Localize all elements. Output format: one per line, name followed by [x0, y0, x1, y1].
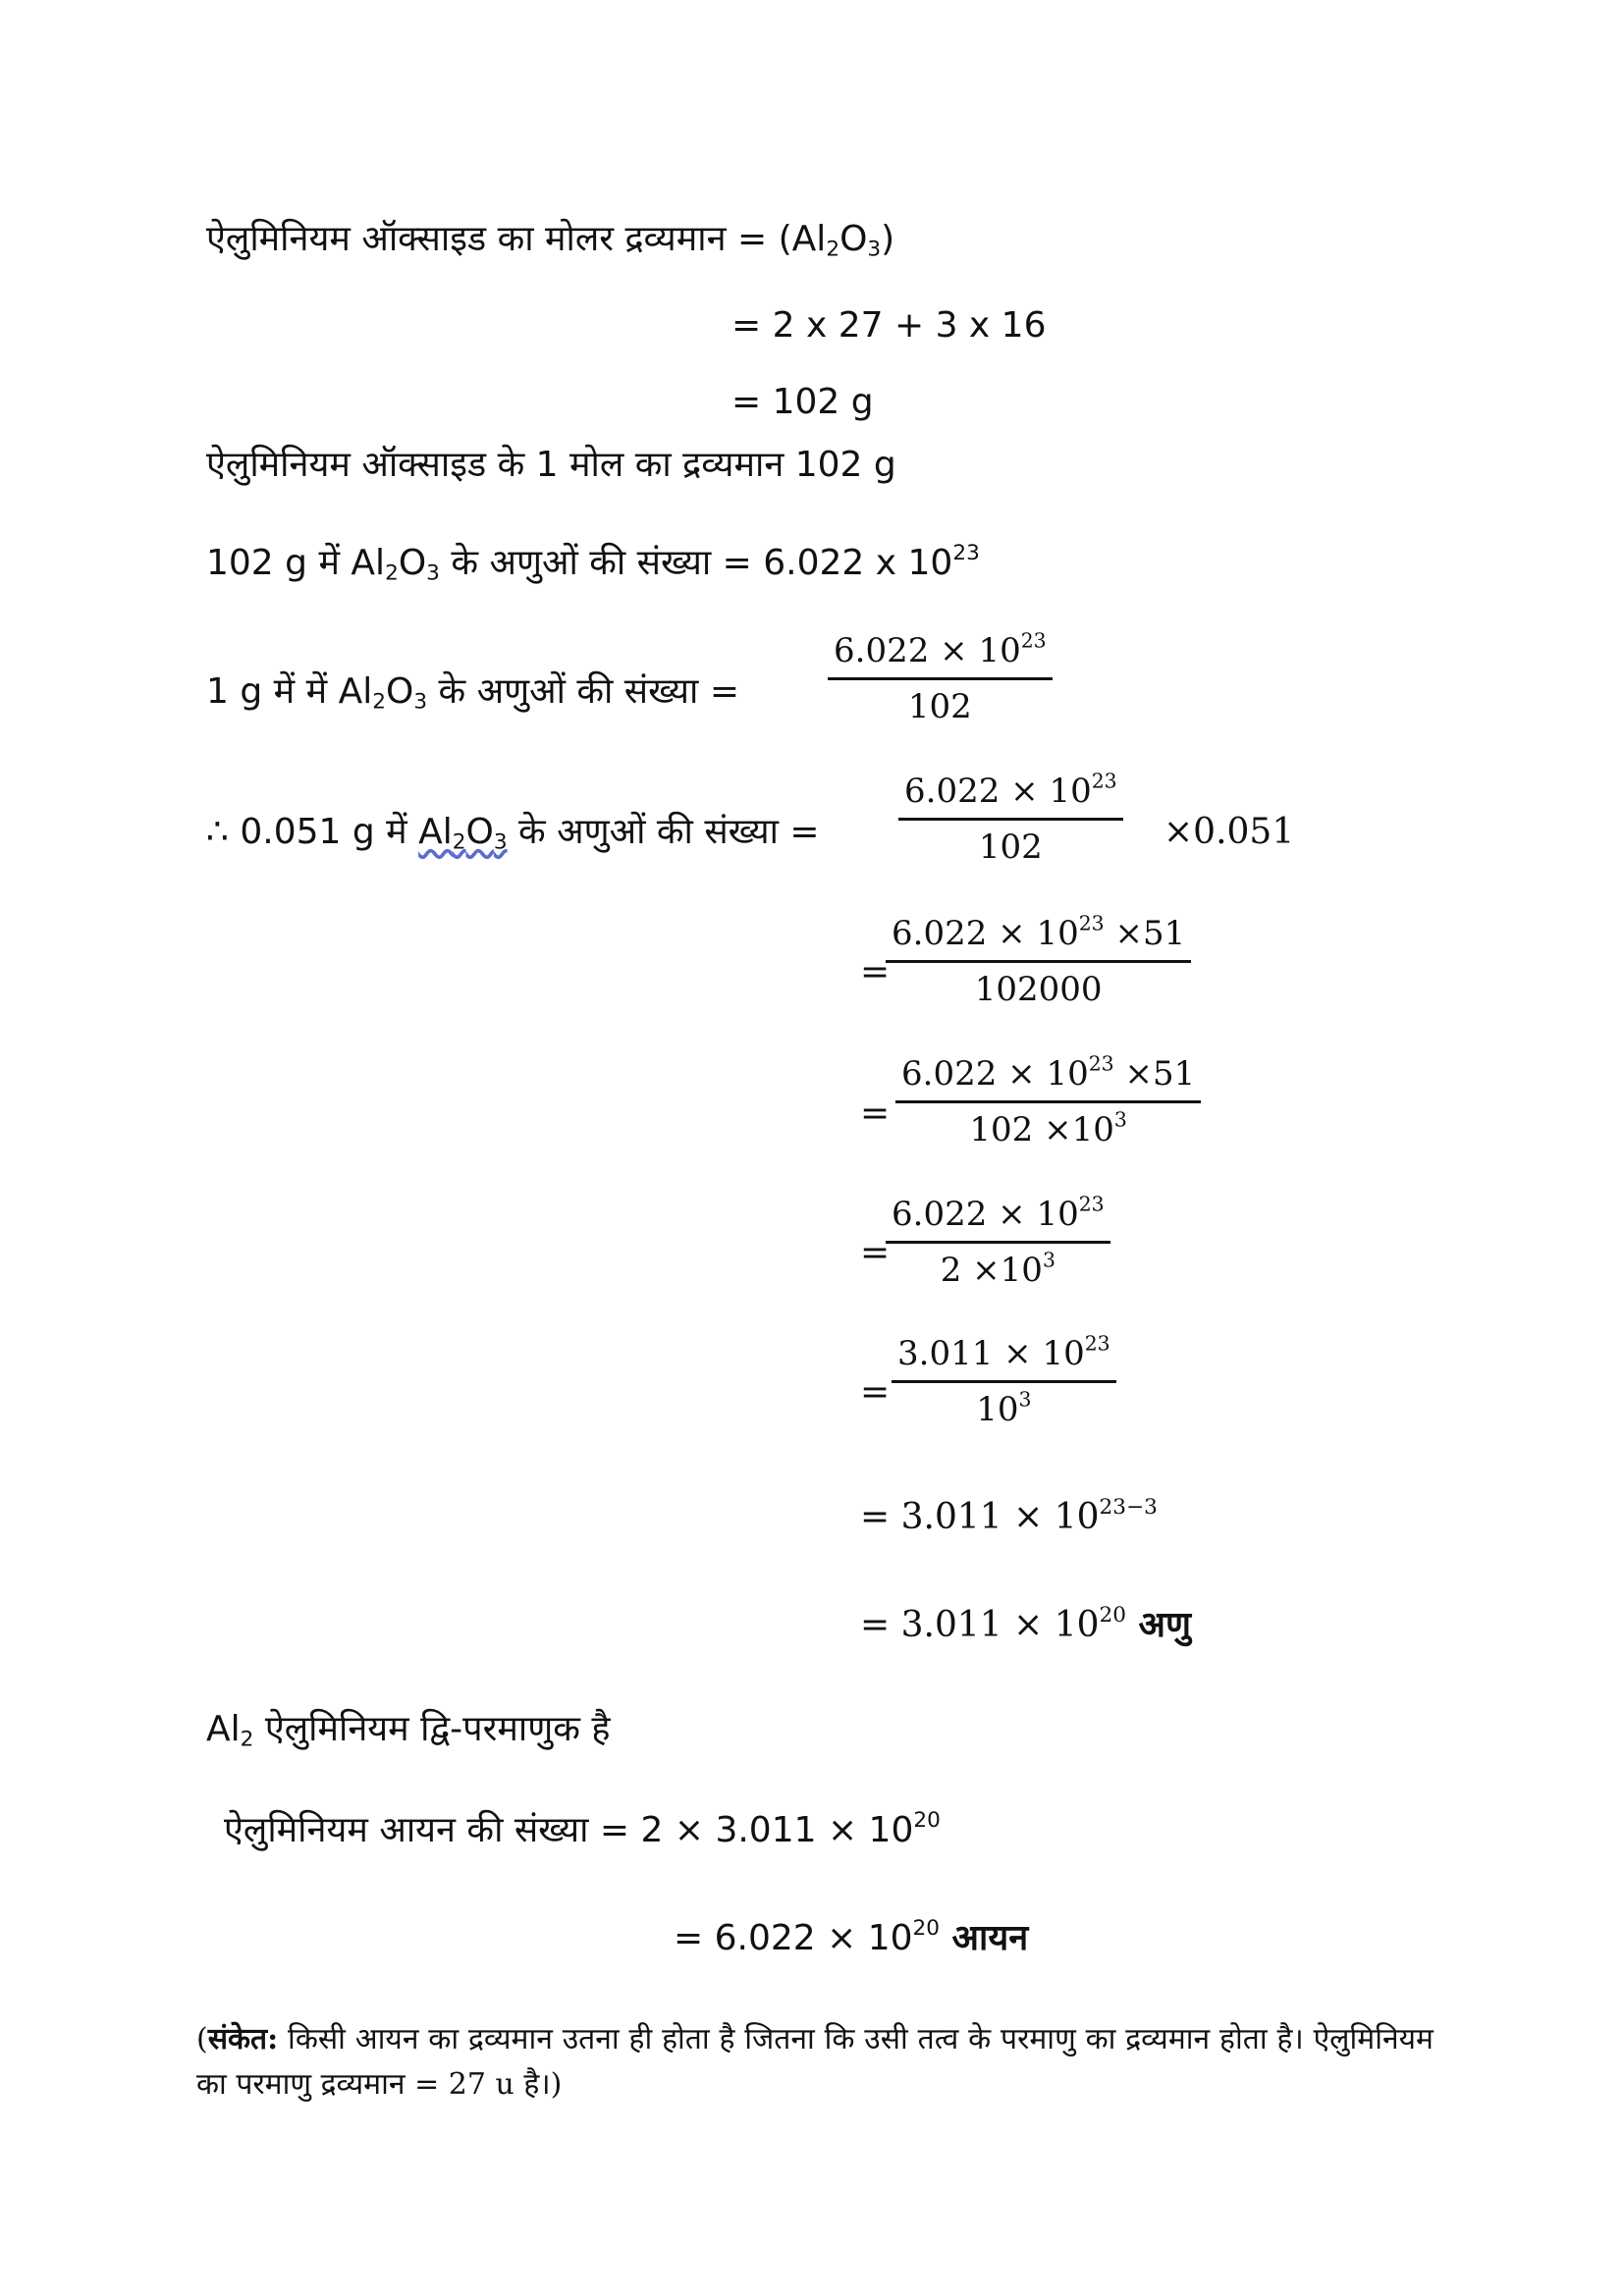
- fraction-denominator: 102: [978, 828, 1043, 867]
- text: ∴ 0.051 g में: [206, 812, 419, 852]
- equals-sign: =: [860, 1372, 891, 1413]
- fraction-denominator: [976, 1383, 1031, 1430]
- hint-text: किसी आयन का द्रव्यमान उतना ही होता है जितना कि उसी तत्व के परमाणु का द्रव्यमान होता है। ऐलुमिनियम का परमाणु द्रव्यमान = 27 u है।): [196, 2022, 1434, 2102]
- open-paren: (: [196, 2022, 208, 2056]
- oxygen-symbol: O: [385, 671, 414, 712]
- equals-sign: =: [860, 1094, 891, 1134]
- molecules-in-1g: [206, 670, 739, 714]
- fraction-step-3: [886, 1194, 1110, 1291]
- oxygen-symbol: O: [465, 812, 494, 852]
- exponent: 3: [1042, 1248, 1055, 1272]
- text: के अणुओं की संख्या = 6.022 x 10: [439, 543, 953, 583]
- text: 6.022 × 10: [901, 1054, 1089, 1094]
- fraction-numerator: [886, 913, 1191, 963]
- fraction-step-1: [886, 913, 1191, 1010]
- oxygen-symbol: O: [839, 219, 868, 259]
- text: अणु: [1126, 1605, 1192, 1645]
- fraction-denominator: [969, 1103, 1126, 1150]
- text: 6.022 × 10: [834, 631, 1021, 670]
- subscript: 3: [493, 829, 508, 855]
- formula-al2o3: [418, 812, 508, 855]
- exponent: 20: [913, 1807, 941, 1833]
- aluminium-symbol: Al: [418, 812, 453, 852]
- subscript: 3: [426, 561, 440, 586]
- exponent: 23: [1084, 1331, 1110, 1356]
- fraction-step-4: [892, 1333, 1116, 1430]
- text: ऐलुमिनियम द्वि-परमाणुक है: [253, 1709, 611, 1749]
- molar-mass-label: ऐलुमिनियम ऑक्साइड का मोलर द्रव्यमान = (Al: [206, 219, 827, 259]
- fraction-denominator: 102000: [974, 970, 1103, 1009]
- subscript: 3: [413, 689, 428, 715]
- multiplier-0051: ×0.051: [1163, 812, 1295, 852]
- equals-sign: =: [860, 1233, 891, 1273]
- text: 3.011 × 10: [897, 1334, 1085, 1373]
- text: आयन: [940, 1918, 1029, 1958]
- text: ×51: [1113, 1054, 1196, 1094]
- fraction-0051g: [898, 771, 1123, 868]
- exponent: 20: [1099, 1602, 1127, 1628]
- fraction-denominator: 102: [907, 687, 972, 726]
- text: 6.022 × 10: [892, 914, 1079, 953]
- text: 6.022 × 10: [892, 1195, 1079, 1234]
- molar-mass-heading: [206, 218, 894, 261]
- text: 1 g में में Al: [206, 671, 373, 712]
- exponent: 20: [912, 1915, 941, 1941]
- subscript: 2: [826, 237, 840, 262]
- fraction-numerator: [898, 771, 1123, 821]
- molar-mass-calc: = 2 x 27 + 3 x 16: [731, 305, 1047, 346]
- text: 10: [976, 1390, 1019, 1429]
- subscript: 2: [372, 689, 386, 715]
- exponent: 23: [1020, 628, 1047, 653]
- one-mole-mass: ऐलुमिनियम ऑक्साइड के 1 मोल का द्रव्यमान 102 g: [206, 445, 896, 485]
- fraction-numerator: [886, 1194, 1110, 1244]
- ion-count-result: [674, 1917, 1028, 1960]
- exponent: 23: [1078, 1192, 1105, 1216]
- text: 6.022 × 10: [904, 772, 1092, 811]
- text: = 3.011 × 10: [860, 1497, 1100, 1537]
- text: 2 ×10: [940, 1251, 1043, 1290]
- exponent: 23: [1091, 769, 1117, 793]
- text: = 3.011 × 10: [860, 1605, 1100, 1645]
- text: = 6.022 × 10: [674, 1918, 913, 1958]
- result-exponent-step: [860, 1496, 1158, 1539]
- exponent: 3: [1018, 1387, 1032, 1412]
- fraction-step-2: [895, 1053, 1201, 1150]
- fraction-1g: [828, 630, 1053, 727]
- subscript: 3: [867, 237, 882, 262]
- hint-label: संकेत:: [207, 2022, 279, 2056]
- fraction-numerator: [828, 630, 1053, 680]
- subscript: 2: [452, 829, 466, 855]
- equals-sign: =: [860, 952, 891, 992]
- molecules-in-102g: [206, 542, 980, 585]
- al2-statement: [206, 1708, 610, 1751]
- subscript: 2: [385, 561, 399, 586]
- molecules-in-0051g: [206, 811, 820, 854]
- exponent: 23: [1078, 911, 1105, 935]
- text: के अणुओं की संख्या =: [507, 812, 820, 852]
- exponent: 23: [1088, 1051, 1114, 1076]
- oxygen-symbol: O: [398, 543, 427, 583]
- text: ऐलुमिनियम आयन की संख्या = 2 × 3.011 × 10: [224, 1810, 914, 1850]
- exponent: 23−3: [1099, 1494, 1158, 1520]
- fraction-denominator: [941, 1244, 1055, 1291]
- hint-note: [196, 2017, 1434, 2108]
- exponent: 23: [952, 540, 980, 565]
- close-paren: ): [881, 219, 895, 259]
- exponent: 3: [1113, 1107, 1127, 1132]
- fraction-numerator: [895, 1053, 1201, 1103]
- text: 102 ×10: [969, 1110, 1114, 1149]
- ion-count: [224, 1809, 941, 1852]
- aluminium-symbol: Al: [206, 1709, 241, 1749]
- subscript: 2: [240, 1727, 254, 1752]
- text: के अणुओं की संख्या =: [427, 671, 739, 712]
- fraction-numerator: [892, 1333, 1116, 1383]
- result-molecules: [860, 1604, 1191, 1647]
- text: 102 g में Al: [206, 543, 386, 583]
- molar-mass-result: = 102 g: [731, 382, 874, 422]
- text: ×51: [1104, 914, 1186, 953]
